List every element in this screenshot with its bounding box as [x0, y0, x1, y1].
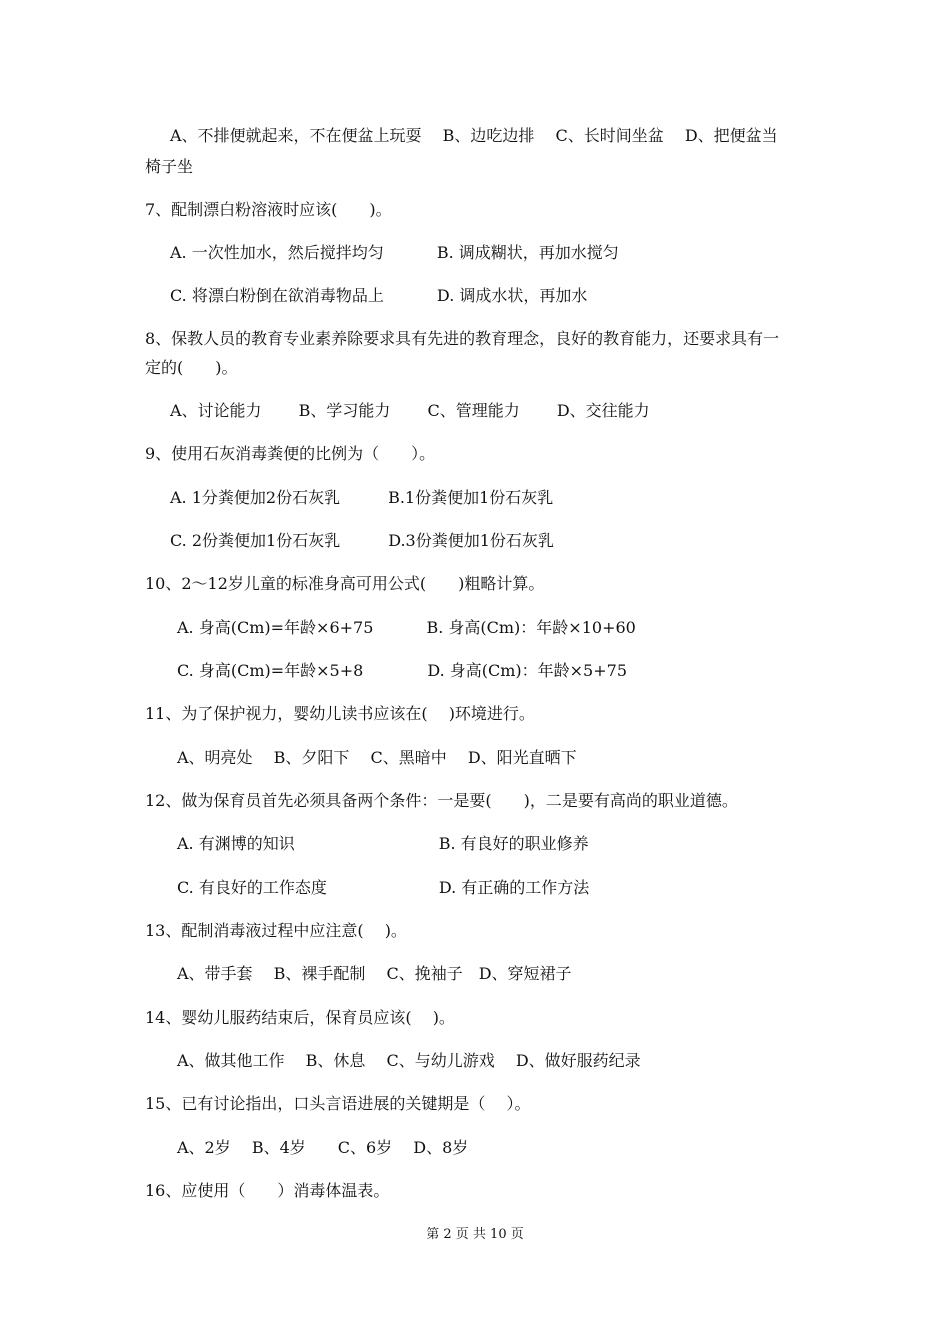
- options-q9-row1: A. 1分粪便加2份石灰乳 B.1份粪便加1份石灰乳: [170, 488, 554, 507]
- question-15: 15、已有讨论指出，口头言语进展的关键期是（ ）。: [145, 1094, 531, 1113]
- options-q10-row1: A. 身高(Cm)=年龄×6+75 B. 身高(Cm)：年龄×10+60: [177, 618, 636, 637]
- question-14: 14、婴幼儿服药结束后，保育员应该( )。: [145, 1008, 455, 1027]
- question-11: 11、为了保护视力，婴幼儿读书应该在( )环境进行。: [145, 704, 535, 723]
- options-q10-row2: C. 身高(Cm)=年龄×5+8 D. 身高(Cm)：年龄×5+75: [177, 661, 628, 680]
- question-7: 7、配制漂白粉溶液时应该( )。: [145, 200, 392, 219]
- options-q7-row1: A. 一次性加水，然后搅拌均匀 B. 调成糊状，再加水搅匀: [170, 243, 619, 262]
- option-line-q6-cont: 椅子坐: [145, 157, 194, 176]
- question-8-cont: 定的( )。: [145, 358, 238, 377]
- question-12: 12、做为保育员首先必须具备两个条件：一是要( )，二是要有高尚的职业道德。: [145, 791, 738, 810]
- question-9: 9、使用石灰消毒粪便的比例为（ ）。: [145, 444, 436, 463]
- options-q12-row2: C. 有良好的工作态度 D. 有正确的工作方法: [177, 878, 590, 897]
- option-line-q6: A、不排便就起来，不在便盆上玩耍 B、边吃边排 C、长时间坐盆 D、把便盆当: [170, 126, 778, 145]
- options-q14: A、做其他工作 B、休息 C、与幼儿游戏 D、做好服药纪录: [177, 1051, 641, 1070]
- options-q15: A、2岁 B、4岁 C、6岁 D、8岁: [177, 1138, 469, 1157]
- options-q11: A、明亮处 B、夕阳下 C、黑暗中 D、阳光直晒下: [177, 748, 577, 767]
- options-q7-row2: C. 将漂白粉倒在欲消毒物品上 D. 调成水状，再加水: [170, 286, 588, 305]
- question-16: 16、应使用（ ）消毒体温表。: [145, 1181, 390, 1200]
- options-q9-row2: C. 2份粪便加1份石灰乳 D.3份粪便加1份石灰乳: [170, 531, 554, 550]
- page-footer: 第 2 页 共 10 页: [426, 1227, 524, 1242]
- options-q12-row1: A. 有渊博的知识 B. 有良好的职业修养: [177, 834, 589, 853]
- options-q13: A、带手套 B、裸手配制 C、挽袖子 D、穿短裙子: [177, 964, 572, 983]
- options-q8: A、讨论能力 B、学习能力 C、管理能力 D、交往能力: [170, 401, 650, 420]
- question-13: 13、配制消毒液过程中应注意( )。: [145, 921, 407, 940]
- question-8: 8、保教人员的教育专业素养除要求具有先进的教育理念，良好的教育能力，还要求具有一: [145, 329, 780, 348]
- question-10: 10、2～12岁儿童的标准身高可用公式( )粗略计算。: [145, 574, 545, 593]
